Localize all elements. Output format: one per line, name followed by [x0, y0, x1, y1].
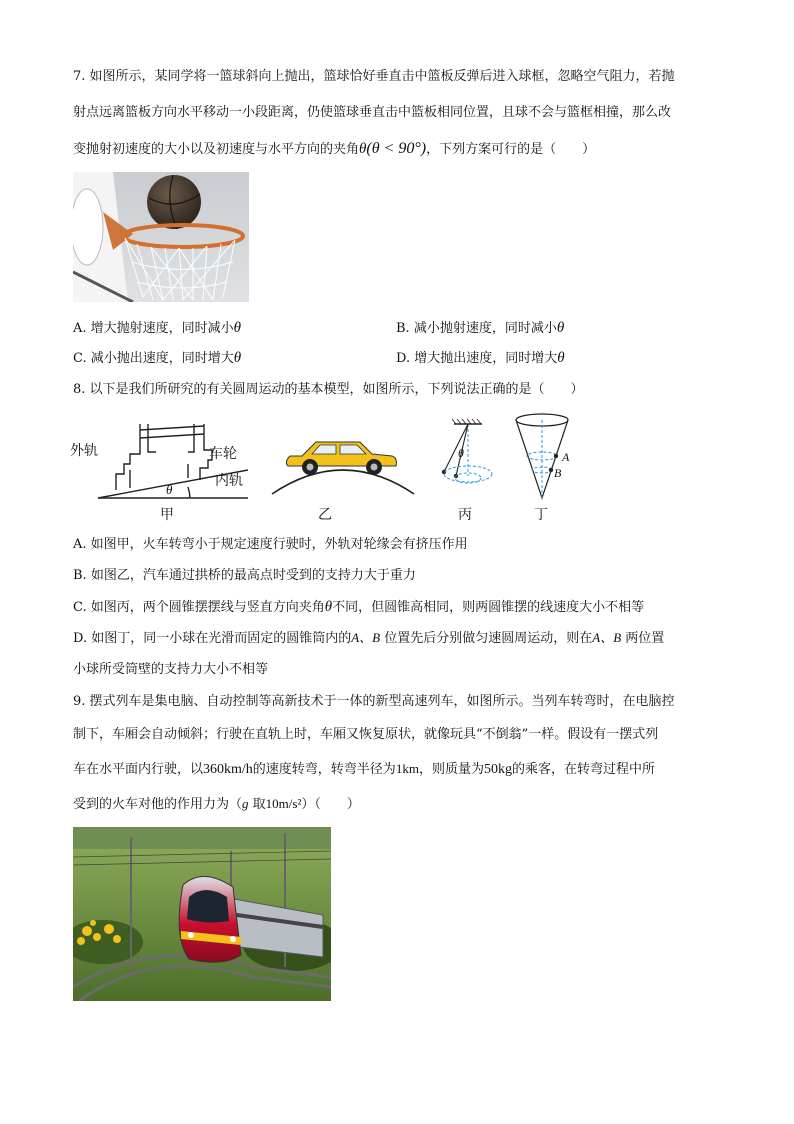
q8-option-c[interactable]: C. 如图丙，两个圆锥摆摆线与竖直方向夹角θ不同，但圆锥高相同，则两圆锥摆的线速度大小不相等 — [73, 599, 645, 615]
label-bing: 丙 — [458, 507, 472, 523]
label-outer-rail: 外轨 — [70, 443, 98, 459]
tilting-train-photo — [73, 827, 331, 1001]
q9-text-line-4: 受到的火车对他的作用力为（g 取10m/s²）（ ） — [73, 796, 360, 812]
label-ding-b: B — [554, 466, 562, 480]
basketball-photo — [73, 172, 249, 302]
label-bing-theta: θ — [458, 446, 464, 460]
label-jia-theta: θ — [166, 482, 173, 497]
q7-text-line-1: 7. 如图所示，某同学将一篮球斜向上抛出，篮球恰好垂直击中篮板反弹后进入球框，忽略空气阻力，若抛 — [73, 69, 675, 84]
label-yi: 乙 — [318, 507, 332, 523]
q8-option-d[interactable]: D. 如图丁，同一小球在光滑而固定的圆锥筒内的A、B 位置先后分别做匀速圆周运动，则在A、B 两位置 — [73, 630, 665, 646]
q7-option-c[interactable]: C. 减小抛出速度，同时增大θ — [73, 350, 242, 366]
q9-text-line-1: 9. 摆式列车是集电脑、自动控制等高新技术于一体的新型高速列车，如图所示。当列车转弯时，在电脑控 — [73, 694, 675, 709]
label-ding: 丁 — [534, 507, 548, 523]
q7-option-b[interactable]: B. 减小抛射速度，同时减小θ — [396, 320, 565, 336]
label-jia: 甲 — [160, 507, 174, 523]
q7-text-line-3: 变抛射初速度的大小以及初速度与水平方向的夹角θ(θ < 90°)，下列方案可行的是（ ） — [73, 140, 596, 157]
q7-text-line-2: 射点远离篮板方向水平移动一小段距离，仍使篮球垂直击中篮板相同位置，且球不会与篮框相撞，那么改 — [73, 105, 672, 120]
q7-option-d[interactable]: D. 增大抛出速度，同时增大θ — [396, 350, 565, 366]
q8-stem: 8. 以下是我们所研究的有关圆周运动的基本模型，如图所示，下列说法正确的是（ ） — [73, 382, 584, 397]
label-inner-rail: 内轨 — [215, 473, 243, 489]
q8-option-a[interactable]: A. 如图甲，火车转弯小于规定速度行驶时，外轨对轮缘会有挤压作用 — [73, 537, 468, 552]
q9-text-line-2: 制下，车厢会自动倾斜；行驶在直轨上时，车厢又恢复原状，就像玩具“不倒翁”一样。假设有一摆式列 — [73, 727, 659, 742]
q8-option-b[interactable]: B. 如图乙，汽车通过拱桥的最高点时受到的支持力大于重力 — [73, 568, 416, 583]
label-wheel: 车轮 — [209, 446, 237, 462]
q8-option-d-cont: 小球所受筒壁的支持力大小不相等 — [73, 662, 269, 677]
diagram-bing-pendulum — [428, 418, 508, 500]
q9-text-line-3: 车在水平面内行驶，以360km/h的速度转弯，转弯半径为1km，则质量为50kg的乘客，在转弯过程中所 — [73, 761, 655, 777]
q7-theta-condition: (θ < 90°) — [366, 140, 427, 157]
diagram-yi-car-bridge — [268, 418, 418, 498]
q7-option-a[interactable]: A. 增大抛射速度，同时减小θ — [73, 320, 242, 336]
label-ding-a: A — [562, 450, 570, 464]
